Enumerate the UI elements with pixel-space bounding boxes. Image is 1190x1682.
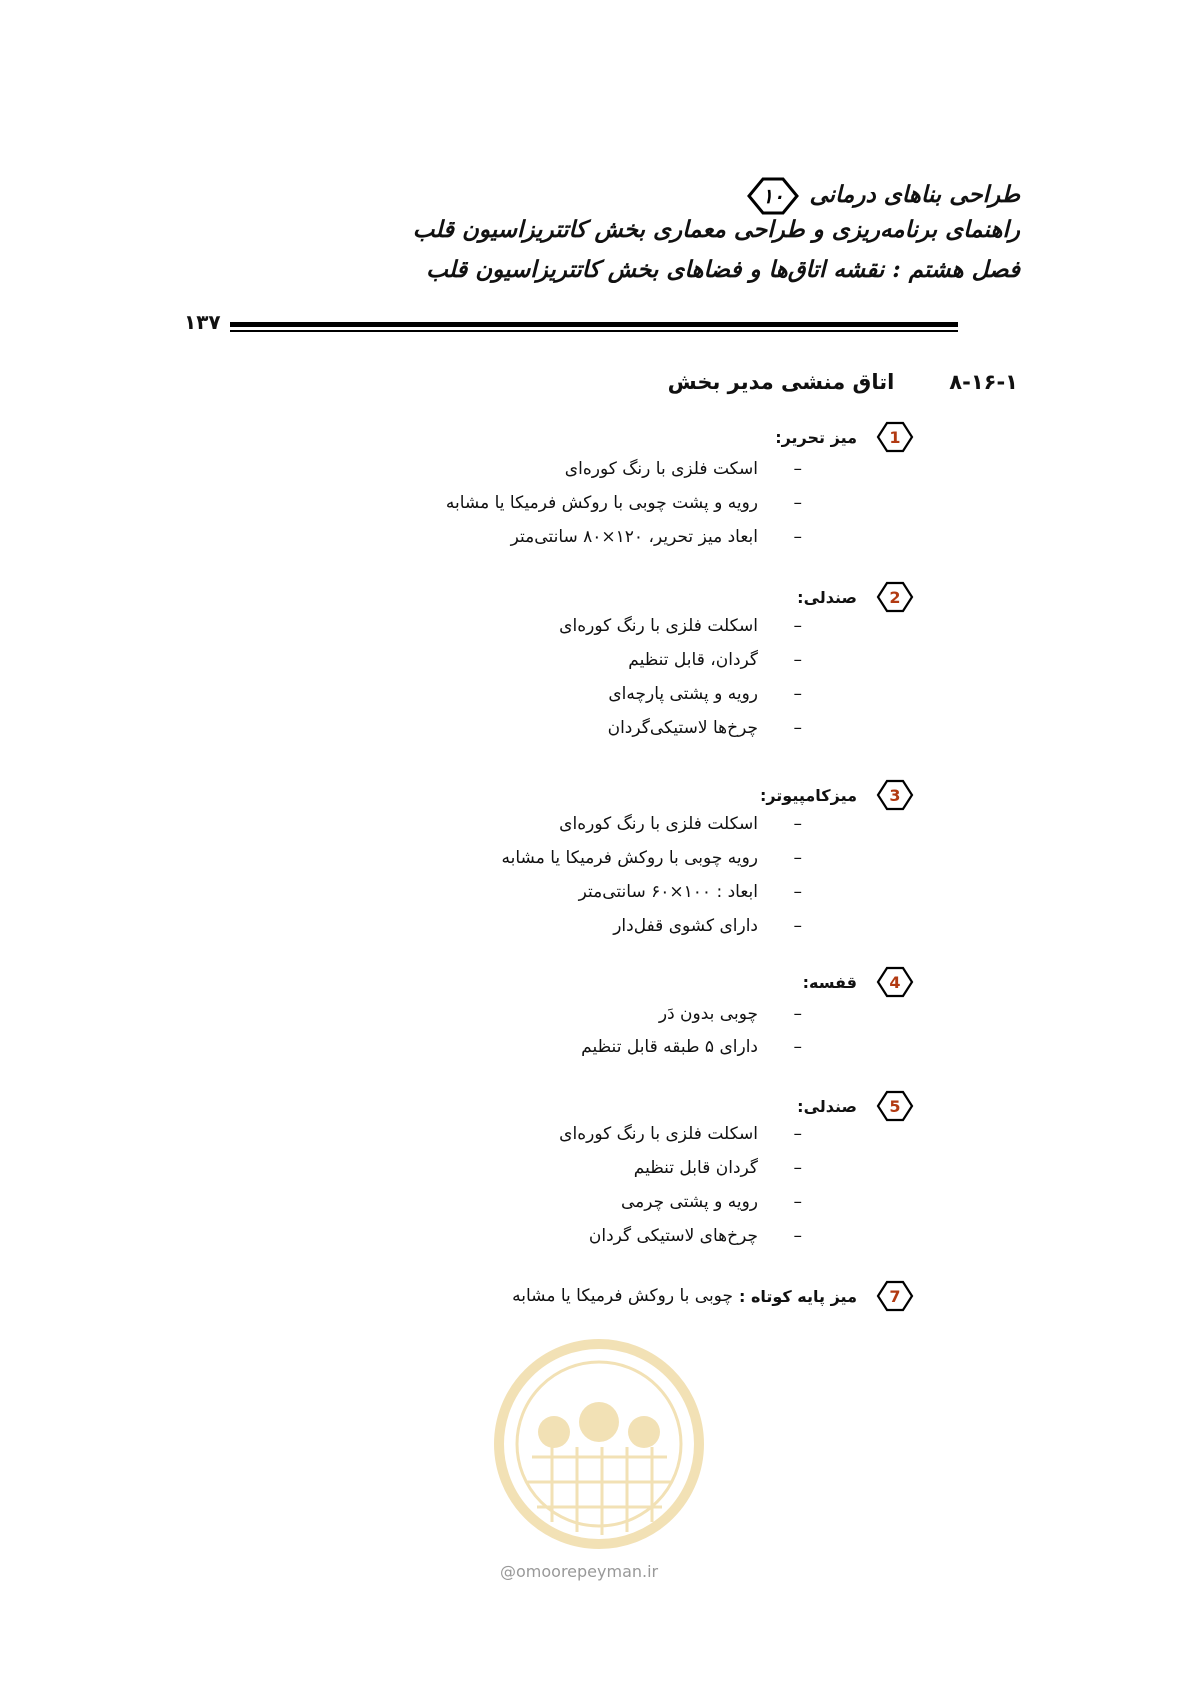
item-bullet xyxy=(511,527,802,547)
svg-text:4: 4 xyxy=(889,973,901,992)
bullet-dash: – xyxy=(793,459,802,479)
item-bullet xyxy=(559,814,802,834)
bullet-dash: – xyxy=(793,527,802,547)
item-heading xyxy=(803,966,915,998)
item-heading xyxy=(797,1090,915,1122)
item-bullet xyxy=(502,848,803,868)
header-line-3: فصل هشتم : نقشه اتاق‌ها و فضاهای بخش کاتتریزاسیون قلب xyxy=(426,256,1020,283)
bullet-dash: – xyxy=(793,1192,802,1212)
svg-text:7: 7 xyxy=(889,1287,901,1306)
svg-text:2: 2 xyxy=(889,588,901,607)
header-line-2: راهنمای برنامه‌ریزی و طراحی معماری بخش کاتتریزاسیون قلب xyxy=(412,216,1020,243)
item-bullet xyxy=(608,684,802,704)
bullet-dash: – xyxy=(793,650,802,670)
item-number-badge-icon xyxy=(875,421,915,453)
item-bullet xyxy=(446,493,802,513)
bullet-dash: – xyxy=(793,616,802,636)
item-number-badge-icon xyxy=(875,1280,915,1312)
item-title: میز پایه کوتاه : xyxy=(738,1286,857,1306)
bullet-text: اسکلت فلزی با رنگ کوره‌ای xyxy=(559,1124,758,1144)
bullet-text: اسکلت فلزی با رنگ کوره‌ای xyxy=(559,814,758,834)
item-heading xyxy=(760,779,915,811)
bullet-dash: – xyxy=(793,493,802,513)
bullet-dash: – xyxy=(793,848,802,868)
svg-text:3: 3 xyxy=(889,786,901,805)
item-bullet xyxy=(613,916,802,936)
bullet-dash: – xyxy=(793,1004,802,1024)
bullet-text: ابعاد میز تحریر، ۱۲۰×۸۰ سانتی‌متر xyxy=(510,527,758,547)
bullet-text: ابعاد : ۱۰۰×۶۰ سانتی‌متر xyxy=(578,882,758,902)
item-bullet xyxy=(579,882,802,902)
svg-text:5: 5 xyxy=(889,1097,901,1116)
item-bullet xyxy=(659,1004,802,1024)
item-title: میزکامپیوتر: xyxy=(759,785,857,805)
item-description: چوبی با روکش فرمیکا یا مشابه xyxy=(512,1286,733,1306)
item-bullet xyxy=(565,459,802,479)
bullet-text: دارای ۵ طبقه قابل تنظیم xyxy=(581,1037,758,1057)
bullet-text: چرخ‌های لاستیکی گردان xyxy=(588,1226,758,1246)
item-bullet xyxy=(589,1226,802,1246)
bullet-dash: – xyxy=(793,1226,802,1246)
bullet-text: گردان، قابل تنظیم xyxy=(628,650,758,670)
item-bullet xyxy=(559,1124,802,1144)
bullet-dash: – xyxy=(793,718,802,738)
svg-text:1: 1 xyxy=(889,428,901,447)
bullet-dash: – xyxy=(793,1158,802,1178)
watermark-seal-icon xyxy=(492,1337,707,1552)
item-title: قفسه: xyxy=(802,972,857,992)
item-title: صندلی: xyxy=(797,1096,857,1116)
item-number-badge-icon xyxy=(875,1090,915,1122)
bullet-dash: – xyxy=(793,916,802,936)
volume-badge-number: ۱۰ xyxy=(762,184,785,208)
bullet-text: چوبی بدون دَر xyxy=(658,1004,758,1024)
bullet-dash: – xyxy=(793,1037,802,1057)
item-bullet xyxy=(581,1037,802,1057)
page-number: ۱۳۷ xyxy=(184,310,221,334)
volume-badge-icon xyxy=(745,176,801,216)
item-heading xyxy=(512,1280,915,1312)
bullet-dash: – xyxy=(793,882,802,902)
item-heading xyxy=(797,581,915,613)
item-bullet xyxy=(608,718,802,738)
section-number: ۸-۱۶-۱ xyxy=(949,370,1018,394)
bullet-dash: – xyxy=(793,684,802,704)
header-book-title: طراحی بناهای درمانی xyxy=(809,181,1020,208)
bullet-text: رویه و پشت چوبی با روکش فرمیکا یا مشابه xyxy=(445,493,758,513)
bullet-dash: – xyxy=(793,814,802,834)
item-bullet xyxy=(634,1158,802,1178)
item-number-badge-icon xyxy=(875,581,915,613)
bullet-text: اسکلت فلزی با رنگ کوره‌ای xyxy=(559,616,758,636)
item-bullet xyxy=(628,650,802,670)
item-bullet xyxy=(559,616,802,636)
bullet-dash: – xyxy=(793,1124,802,1144)
header-line-1 xyxy=(741,176,1020,216)
item-title: میز تحریر: xyxy=(775,427,857,447)
item-number-badge-icon xyxy=(875,966,915,998)
bullet-text: رویه و پشتی پارچه‌ای xyxy=(608,684,758,704)
item-bullet xyxy=(621,1192,802,1212)
section-heading xyxy=(668,370,1018,394)
header-rule xyxy=(230,322,958,332)
bullet-text: رویه و پشتی چرمی xyxy=(620,1192,758,1212)
bullet-text: گردان قابل تنظیم xyxy=(633,1158,758,1178)
item-number-badge-icon xyxy=(875,779,915,811)
item-title: صندلی: xyxy=(797,587,857,607)
item-heading xyxy=(775,421,915,453)
section-title: اتاق منشی مدیر بخش xyxy=(667,370,895,394)
watermark-url: @omoorepeyman.ir xyxy=(500,1562,659,1581)
bullet-text: دارای کشوی قفل‌دار xyxy=(613,916,758,936)
bullet-text: رویه چوبی با روکش فرمیکا یا مشابه xyxy=(501,848,758,868)
bullet-text: اسکت فلزی با رنگ کوره‌ای xyxy=(564,459,758,479)
bullet-text: چرخ‌ها لاستیکی‌گردان xyxy=(607,718,758,738)
